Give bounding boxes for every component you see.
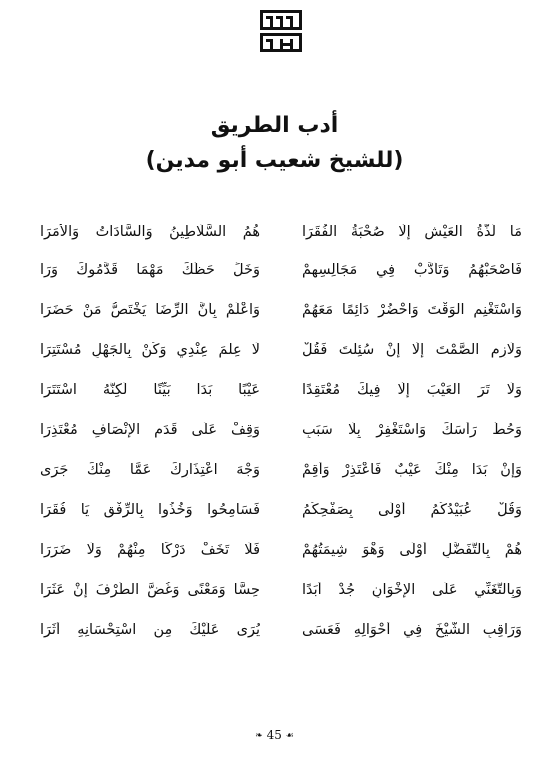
verse-11-second-hemistich: يُرَى عَلَيْكَ مِنِ اسْتِحْسَانِهِ أَثَرَا xyxy=(40,622,260,638)
verse-7-second-hemistich: وَجْهَ اعْتِذَارِكَ عَمَّا مِنْكَ جَرَى xyxy=(40,462,260,478)
verse-9-first-hemistich: هُمْ بِالتَّفَضُّلِ أَوْلَى وَهْوَ شِيمَتُهُمْ xyxy=(302,542,522,558)
verse-1-second-hemistich: هُمُ السَّلَاطِينُ وَالسَّادَاتُ وَالأُمَرَا xyxy=(40,224,260,240)
verse-8-first-hemistich: وَقُلْ عُبَيْدُكُمُ أَوْلَى بِصَفْحِكُمُ xyxy=(302,502,522,518)
verse-6-first-hemistich: وَحُطَّ رَأْسَكَ وَاسْتَغْفِرْ بِلَا سَبَبٍ xyxy=(302,422,522,438)
page-title: أدب الطريق xyxy=(210,113,339,138)
verse-2-first-hemistich: فَاصْحَبْهُمُ وَتَأَدَّبْ فِي مَجَالِسِهِمْ xyxy=(302,262,522,278)
page-number: 45 xyxy=(266,728,282,742)
verse-8-second-hemistich: فَسَامِحُوا وَخُذُوا بِالرِّفْقِ يَا فُقَرَا xyxy=(40,502,260,518)
verse-7-first-hemistich: وَإِنْ بَدَا مِنْكَ عَيْبٌ فَاعْتَذِرْ وَأَقِمْ xyxy=(302,462,522,478)
verse-11-first-hemistich: وَرَاقِبِ الشَّيْخَ فِي أَحْوَالِهِ فَعَسَى xyxy=(302,622,522,638)
footer-left-ornament-icon: ❧ xyxy=(255,731,263,741)
page-subtitle: (للشيخ شعيب أبو مدين) xyxy=(145,148,404,173)
verse-3-first-hemistich: وَاسْتَغْنِمِ الوَقْتَ وَاحْضُرْ دَائِمًا مَعَهُمْ xyxy=(302,302,522,318)
page-footer xyxy=(0,728,549,742)
verse-6-second-hemistich: وَقِفْ عَلَى قَدَمِ الإِنْصَافِ مُعْتَذِرَا xyxy=(40,422,260,438)
verse-1-first-hemistich: مَا لَذَّةُ العَيْشِ إِلَّا صُحْبَةُ الفُقَرَا xyxy=(302,224,522,240)
verse-5-first-hemistich: وَلَا تَرَ العَيْبَ إِلَّا فِيكَ مُعْتَقِدًا xyxy=(302,382,522,398)
verse-4-second-hemistich: لَا عِلْمَ عِنْدِي وَكُنْ بِالجَهْلِ مُسْتَتِرَا xyxy=(40,342,260,358)
footer-right-ornament-icon: ☙ xyxy=(285,731,294,741)
verse-9-second-hemistich: فَلَا تَخَفْ دَرْكًا مِنْهُمْ وَلَا ضَرَرَا xyxy=(40,542,260,558)
verse-3-second-hemistich: وَاعْلَمْ بِأَنَّ الرِّضَا يَخْتَصُّ مَنْ حَضَرَا xyxy=(40,302,260,318)
verse-4-first-hemistich: وَلَازِمِ الصَّمْتَ إِلَّا إِنْ سُئِلْتَ فَقُلْ xyxy=(302,342,522,358)
verse-5-second-hemistich: عَيْبًا بَدَا بَيِّنًا لَكِنَّهُ اسْتَتَرَا xyxy=(40,382,260,398)
verse-2-second-hemistich: وَخَلِّ حَظَّكَ مَهْمَا قَدَّمُوكَ وَرَا xyxy=(40,262,260,278)
verse-10-second-hemistich: حِسًّا وَمَعْنًى وَغُضَّ الطَّرْفَ إِنْ عَثَرَا xyxy=(40,582,260,598)
verse-10-first-hemistich: وَبِالتَّغَنِّي عَلَى الإِخْوَانِ جُدْ أَبَدًا xyxy=(302,582,522,598)
